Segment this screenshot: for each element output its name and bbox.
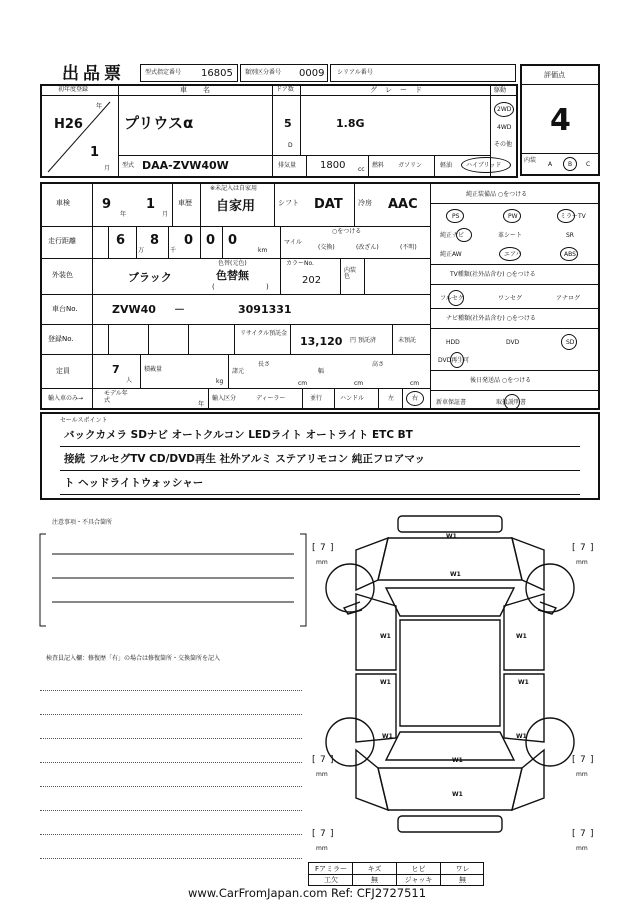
inspection-month-unit: 月 [162,211,169,218]
equip-leather: 革シート [498,232,523,239]
tire-rl-value: 7 [320,755,326,765]
doors-label: ドア数 [276,86,294,93]
tire-rr-value: 7 [580,755,586,765]
ac-value: AAC [388,197,418,212]
w1-mark-right-rear-door: W1 [518,679,529,686]
legend-mirror: Fアミラー [314,865,348,873]
equip-navi: 純正ナビ [440,232,465,239]
import-type-label: 輸入区分 [212,395,237,402]
sales-line-1: バックカメラ SDナビ オートクルコン LEDライト オートライト ETC BT [64,429,413,441]
w1-mark-left-rear: W1 [382,733,393,740]
after-warranty: 新車保証書 [436,399,467,406]
type-designation-label: 型式指定番号 [145,69,182,76]
import-parallel: 並行 [310,395,323,402]
interior-b: B [568,161,573,168]
car-damage-diagram [300,510,600,840]
serial-number-field [330,64,516,82]
tire-fl-bracket: [ [312,543,316,553]
tire-spare-l-value: 7 [320,829,326,839]
caution-label: 注意事項・不具合箇所 [52,519,113,526]
w1-mark-front-bumper: W1 [446,533,457,540]
w1-mark-right-front-door: W1 [516,633,527,640]
navi-sd-circle [561,334,577,350]
color-label: 外装色 [52,271,73,279]
tv-oneseg: ワンセグ [498,295,523,302]
legend-scratch: キズ [367,865,382,873]
form-title: 出品票 [62,64,125,84]
fuel-gasoline: ガソリン [398,162,423,169]
doors-sub: D [288,142,293,149]
equip-sunroof: SR [566,232,574,239]
caution-box [38,528,308,632]
equip-airbag-circle [499,247,521,261]
reg-diagonal [42,96,118,176]
import-dealer: ディーラー [256,395,286,402]
mileage-label: 走行距離 [48,237,76,245]
chassis-prefix: ZVW40 [112,303,156,316]
odometer-replaced: (交換) [318,244,335,251]
length-cm: cm [298,380,308,387]
model-label: 型式 [122,162,135,169]
after-manual: 取扱説明書 [496,399,527,406]
equip-pw: PW [508,213,518,220]
shift-value: DAT [314,197,343,212]
mileage-digit-3: 0 [184,233,194,248]
color-change-label: 色替(元色) [218,260,247,267]
equip-mirror-tv: ミラーTV [560,213,586,220]
era-year: H26 [54,117,83,132]
fuel-hybrid: ハイブリッド [466,162,502,169]
capacity-value: 7 [112,363,120,376]
year-unit: 年 [96,103,103,110]
equipment-title: 純正装備品 ○をつける [466,191,528,198]
height-label: 高さ [372,361,385,368]
interior-a: A [548,161,553,168]
category-number-value: 0009 [299,68,325,79]
navi-hdd: HDD [446,339,460,346]
serial-number-label: シリアル番号 [337,69,373,76]
reg-label: 登録No. [48,335,74,343]
height-cm: cm [410,380,420,387]
recycle-unpaid: 未預託 [398,337,417,344]
tv-analog: アナログ [556,295,581,302]
equip-mirror-circle [557,209,575,223]
inspection-year-unit: 年 [120,211,127,218]
doors-value: 5 [284,117,292,130]
handle-label: ハンドル [340,395,365,402]
tire-fr-value: 7 [580,543,586,553]
history-value: 自家用 [216,199,256,214]
first-reg-label: 初年度登録 [58,86,89,93]
chassis-label: 車台No. [52,305,78,313]
drive-4wd: 4WD [497,124,512,131]
import-label: 輸入車のみ→ [48,395,84,402]
mileage-unit-sen: 千 [170,247,177,254]
w1-mark-left-front-door: W1 [380,633,391,640]
w1-mark-trunk: W1 [452,757,463,764]
drive-other: その他 [494,141,513,148]
after-title: 後日発送品 ○をつける [470,377,532,384]
car-name-label: 車名 [180,86,226,94]
displacement-value: 1800 [320,160,346,171]
handle-right-circle [406,391,424,406]
equip-navi-circle [456,228,472,242]
recycle-label: リサイクル預託金 [240,330,288,337]
inspection-year: 9 [102,197,112,212]
inspector-label: 検査員記入欄：修復歴「有」の場合は修復箇所・交換箇所を記入 [46,655,221,662]
dvd-playback: DVD再生可 [438,357,470,364]
handle-left: 左 [388,395,395,402]
equip-ps: PS [452,213,460,220]
odometer-note: ○をつける [332,228,362,235]
capacity-label: 定員 [56,367,70,375]
tire-spare-r-mm: mm [576,845,588,852]
tire-spare-r-value: 7 [580,829,586,839]
legend-jack-none: 無 [459,876,466,884]
dvd-playback-circle [450,352,464,368]
type-designation-field [140,64,238,82]
color-no-value: 202 [302,275,322,286]
legend-break: ワレ [455,865,470,873]
model-value: DAA-ZVW40W [142,159,229,172]
reg-month: 1 [90,145,100,160]
mileage-digit-2: 8 [150,233,160,248]
equip-airbag: エアバ [504,251,522,258]
category-number-label: 類別区分番号 [245,69,282,76]
tire-rl-mm: mm [316,771,328,778]
type-designation-value: 16805 [201,68,233,79]
w1-mark-left-rear-door: W1 [380,679,391,686]
after-manual-circle [504,394,520,410]
odometer-tampered: (改ざん) [356,244,379,251]
tv-fullseg: フルセグ [440,295,464,302]
w1-mark-right-rear: W1 [516,733,527,740]
interior-label: 内装 [524,157,537,164]
legend-jack: ジャッキ [404,876,433,884]
history-note: ※未記入は自家用 [210,185,258,192]
tire-fl-mm: mm [316,559,328,566]
fuel-label: 燃料 [372,162,385,169]
tire-fl-value: 7 [320,543,326,553]
grade-value: 1.8G [336,117,365,130]
width-label: 幅 [318,368,325,375]
recycle-amount: 13,120 [300,335,343,348]
recycle-paid: 預託済 [358,337,377,344]
interior-b-circle [563,157,577,171]
interior-color-label: 内装色 [344,267,357,280]
chassis-dash: － [174,303,185,316]
hybrid-circle [461,157,511,173]
drive-2wd-circle [494,102,514,117]
legend-tool: 工欠 [324,876,338,884]
displacement-label: 排気量 [278,162,297,169]
legend-crack: ヒビ [411,865,426,873]
chassis-number: 3091331 [238,303,292,316]
tv-fullseg-circle [448,290,464,306]
legend-tool-none: 無 [371,876,378,884]
navi-title: ナビ種類(社外品含む) ○をつける [446,315,536,322]
width-cm: cm [354,380,364,387]
mileage-digit-1: 6 [116,233,126,248]
color-value: ブラック [128,271,172,284]
equip-ps-circle [446,209,464,223]
category-number-field [240,64,328,82]
mile-label: マイル [284,239,302,246]
mileage-digit-5: 0 [228,233,238,248]
grade-label: グレード [370,86,430,94]
score-value: 4 [550,103,571,138]
mileage-digit-4: 0 [206,233,216,248]
equip-pw-circle [503,209,521,223]
sales-points-label: セールスポイント [60,417,108,424]
equip-abs: ABS [564,251,576,258]
inspection-label: 車検 [56,199,70,207]
navi-dvd: DVD [506,339,520,346]
footer-watermark: www.CarFromJapan.com Ref: CFJ2727511 [188,886,427,900]
score-label: 評価点 [544,71,565,79]
displacement-unit: cc [358,166,365,173]
sales-line-2: 接続 フルセグTV CD/DVD再生 社外アルミ ステアリモコン 純正フロアマッ [64,453,425,465]
tire-fr-mm: mm [576,559,588,566]
sales-line-3: ト ヘッドライトウォッシャー [64,477,204,489]
month-unit: 月 [104,165,111,172]
inspection-month: 1 [146,197,156,212]
drive-label: 駆動 [494,87,507,94]
drive-2wd: 2WD [497,106,512,113]
shift-label: シフト [278,199,299,207]
tire-spare-l-mm: mm [316,845,328,852]
load-label: 積載量 [144,366,163,373]
tire-rr-mm: mm [576,771,588,778]
equip-abs-circle [560,247,578,261]
w1-mark-hood: W1 [450,571,461,578]
interior-c: C [586,161,591,168]
dims-label: 諸元 [232,368,245,375]
capacity-unit: 人 [126,377,133,384]
load-unit: kg [216,378,224,385]
equip-alloy: 純正AW [440,251,462,258]
handle-right: 右 [412,395,419,402]
history-label: 車歴 [178,199,192,207]
recycle-unit: 円 [350,337,357,344]
model-year-unit: 年 [198,401,205,408]
navi-sd: SD [566,339,575,346]
w1-mark-rear-bumper: W1 [452,791,463,798]
car-name: プリウスα [124,114,194,132]
length-label: 長さ [258,361,271,368]
model-year-label: モデル年式 [104,390,128,405]
color-no-label: カラーNo. [286,260,314,267]
odometer-unknown: (不明) [400,244,417,251]
ac-label: 冷房 [358,199,372,207]
tv-title: TV種類(社外品含む) ○をつける [450,271,536,278]
color-change-value: 色替無 [216,269,249,282]
km-unit: km [258,247,268,254]
mileage-unit-man: 万 [138,247,145,254]
fuel-diesel: 軽油 [440,162,453,169]
